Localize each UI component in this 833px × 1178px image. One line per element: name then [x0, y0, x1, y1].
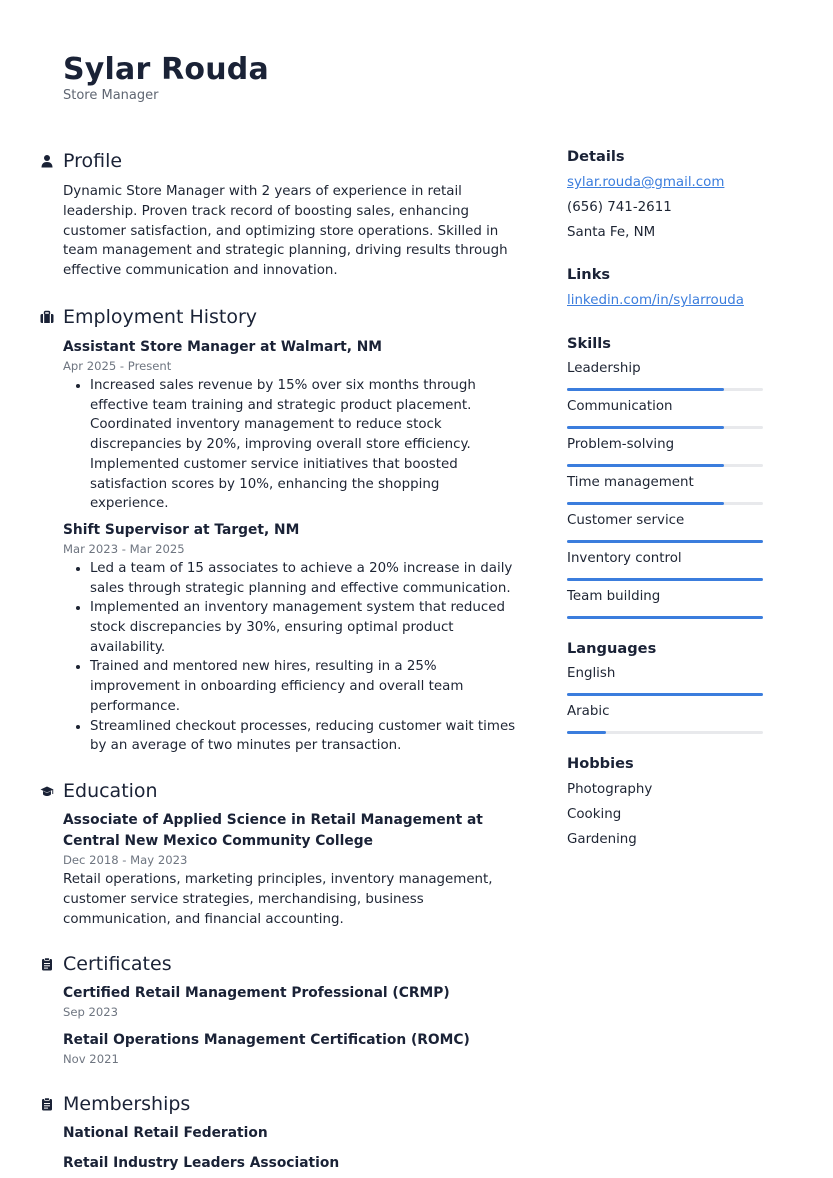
skill-name: Problem-solving: [567, 437, 675, 452]
bullet-item: • Increased sales revenue by 15% over six months through effective team training and strategic product placement. Coordinated inventory management to reduce stock discrepancies by 20%, improving overall store efficiency. Implemented customer service initiatives that boosted satisfaction scores by 10%, enhancing the shopping experience.: [90, 376, 522, 514]
skill-name: Team building: [567, 589, 661, 604]
bullet-item: • Led a team of 15 associates to achieve a 20% increase in daily sales through strategic planning and effective communication.: [90, 559, 522, 598]
job-title: Shift Supervisor at Target, NM: [63, 521, 300, 538]
location: Santa Fe, NM: [567, 225, 656, 240]
job-bullets: [63, 559, 522, 756]
skill-level-fill: [567, 502, 724, 505]
linkedin-link[interactable]: linkedin.com/in/sylarrouda: [567, 293, 744, 308]
skill-level-bar: [567, 464, 763, 467]
skill-level-fill: [567, 388, 724, 391]
job-date: Apr 2025 - Present: [63, 358, 172, 373]
membership-item: Retail Industry Leaders Association: [63, 1155, 340, 1172]
skill-name: Inventory control: [567, 551, 682, 566]
degree-date: Dec 2018 - May 2023: [63, 852, 188, 867]
skill-name: Communication: [567, 399, 673, 414]
phone-number: (656) 741-2611: [567, 200, 672, 215]
job-title: Assistant Store Manager at Walmart, NM: [63, 338, 383, 355]
certificate-date: Sep 2023: [63, 1005, 119, 1020]
certificate-name: Retail Operations Management Certification (ROMC): [63, 1032, 470, 1049]
skills-heading: Skills: [567, 335, 611, 352]
hobby-item: Photography: [567, 782, 653, 797]
clipboard-icon: [40, 1097, 54, 1111]
education-section: [40, 778, 522, 929]
membership-item: National Retail Federation: [63, 1125, 268, 1142]
profile-summary: Dynamic Store Manager with 2 years of experience in retail leadership. Proven track record of boosting sales, enhancing customer satisfaction, and optimizing store operations. Skilled in team management and strategic planning, driving results through effective communication and innovation.: [63, 184, 508, 279]
person-icon: [40, 154, 54, 168]
memberships-section: [40, 1091, 522, 1174]
language-item: [567, 702, 763, 740]
candidate-name: Sylar Rouda: [63, 52, 269, 87]
profile-section: [40, 148, 522, 281]
bullet-item: • Streamlined checkout processes, reducing customer wait times by an average of two minutes per transaction.: [90, 717, 522, 756]
education-description: Retail operations, marketing principles, inventory management, customer service strategies, merchandising, business communication, and financial accounting.: [63, 871, 493, 927]
bullet-item: • Implemented an inventory management system that reduced stock discrepancies by 30%, ensuring optimal product availability.: [90, 598, 522, 657]
certificate-entry: [63, 983, 522, 1020]
hobbies-heading: Hobbies: [567, 755, 634, 772]
skill-level-fill: [567, 616, 763, 619]
language-level-fill: [567, 731, 606, 734]
skill-level-fill: [567, 540, 763, 543]
education-heading: Education: [63, 779, 158, 802]
employment-section: [40, 304, 522, 756]
skill-item: [567, 587, 763, 625]
candidate-title: Store Manager: [63, 88, 159, 103]
briefcase-icon: [40, 310, 54, 324]
languages-heading: Languages: [567, 640, 657, 657]
profile-heading: Profile: [63, 150, 123, 172]
language-name: English: [567, 666, 616, 681]
language-level-bar: [567, 731, 763, 734]
skill-item: [567, 435, 763, 473]
skill-level-fill: [567, 464, 724, 467]
bullet-item: • Trained and mentored new hires, resulting in a 25% improvement in onboarding efficiency and overall team performance.: [90, 657, 522, 716]
details-section: [567, 146, 763, 245]
skill-name: Time management: [567, 475, 694, 490]
skill-level-fill: [567, 426, 724, 429]
skill-level-bar: [567, 540, 763, 543]
skill-level-bar: [567, 616, 763, 619]
language-item: [567, 664, 763, 702]
links-heading: Links: [567, 266, 611, 283]
certificate-name: Certified Retail Management Professional (CRMP): [63, 985, 450, 1002]
job-entry: [63, 337, 522, 514]
clipboard-icon: [40, 957, 54, 971]
skill-level-bar: [567, 388, 763, 391]
main-column: [40, 148, 522, 1174]
hobby-item: Gardening: [567, 832, 637, 847]
resume-header: [63, 52, 269, 104]
skill-level-bar: [567, 502, 763, 505]
skill-item: [567, 511, 763, 549]
certificate-date: Nov 2021: [63, 1052, 119, 1067]
job-bullets: [63, 376, 522, 514]
skill-level-fill: [567, 578, 763, 581]
hobby-item: Cooking: [567, 807, 622, 822]
job-date: Mar 2023 - Mar 2025: [63, 541, 185, 556]
skill-name: Customer service: [567, 513, 685, 528]
skills-section: [567, 333, 763, 625]
skill-level-bar: [567, 578, 763, 581]
job-entry: [63, 520, 522, 756]
memberships-heading: Memberships: [63, 1093, 191, 1116]
skill-item: [567, 473, 763, 511]
skill-name: Leadership: [567, 361, 641, 376]
skill-item: [567, 359, 763, 397]
details-heading: Details: [567, 148, 625, 165]
links-section: [567, 264, 763, 313]
certificate-entry: [63, 1030, 522, 1067]
language-name: Arabic: [567, 704, 610, 719]
certificates-heading: Certificates: [63, 953, 172, 976]
employment-heading: Employment History: [63, 305, 258, 328]
hobbies-section: [567, 753, 763, 852]
certificates-section: [40, 951, 522, 1067]
skill-level-bar: [567, 426, 763, 429]
degree-title: Associate of Applied Science in Retail Management at Central New Mexico Community College: [63, 811, 483, 849]
language-level-bar: [567, 693, 763, 696]
languages-section: [567, 638, 763, 740]
language-level-fill: [567, 693, 763, 696]
skill-item: [567, 549, 763, 587]
skill-item: [567, 397, 763, 435]
email-link[interactable]: sylar.rouda@gmail.com: [567, 175, 725, 190]
graduation-cap-icon: [40, 784, 54, 798]
sidebar: [567, 146, 763, 852]
